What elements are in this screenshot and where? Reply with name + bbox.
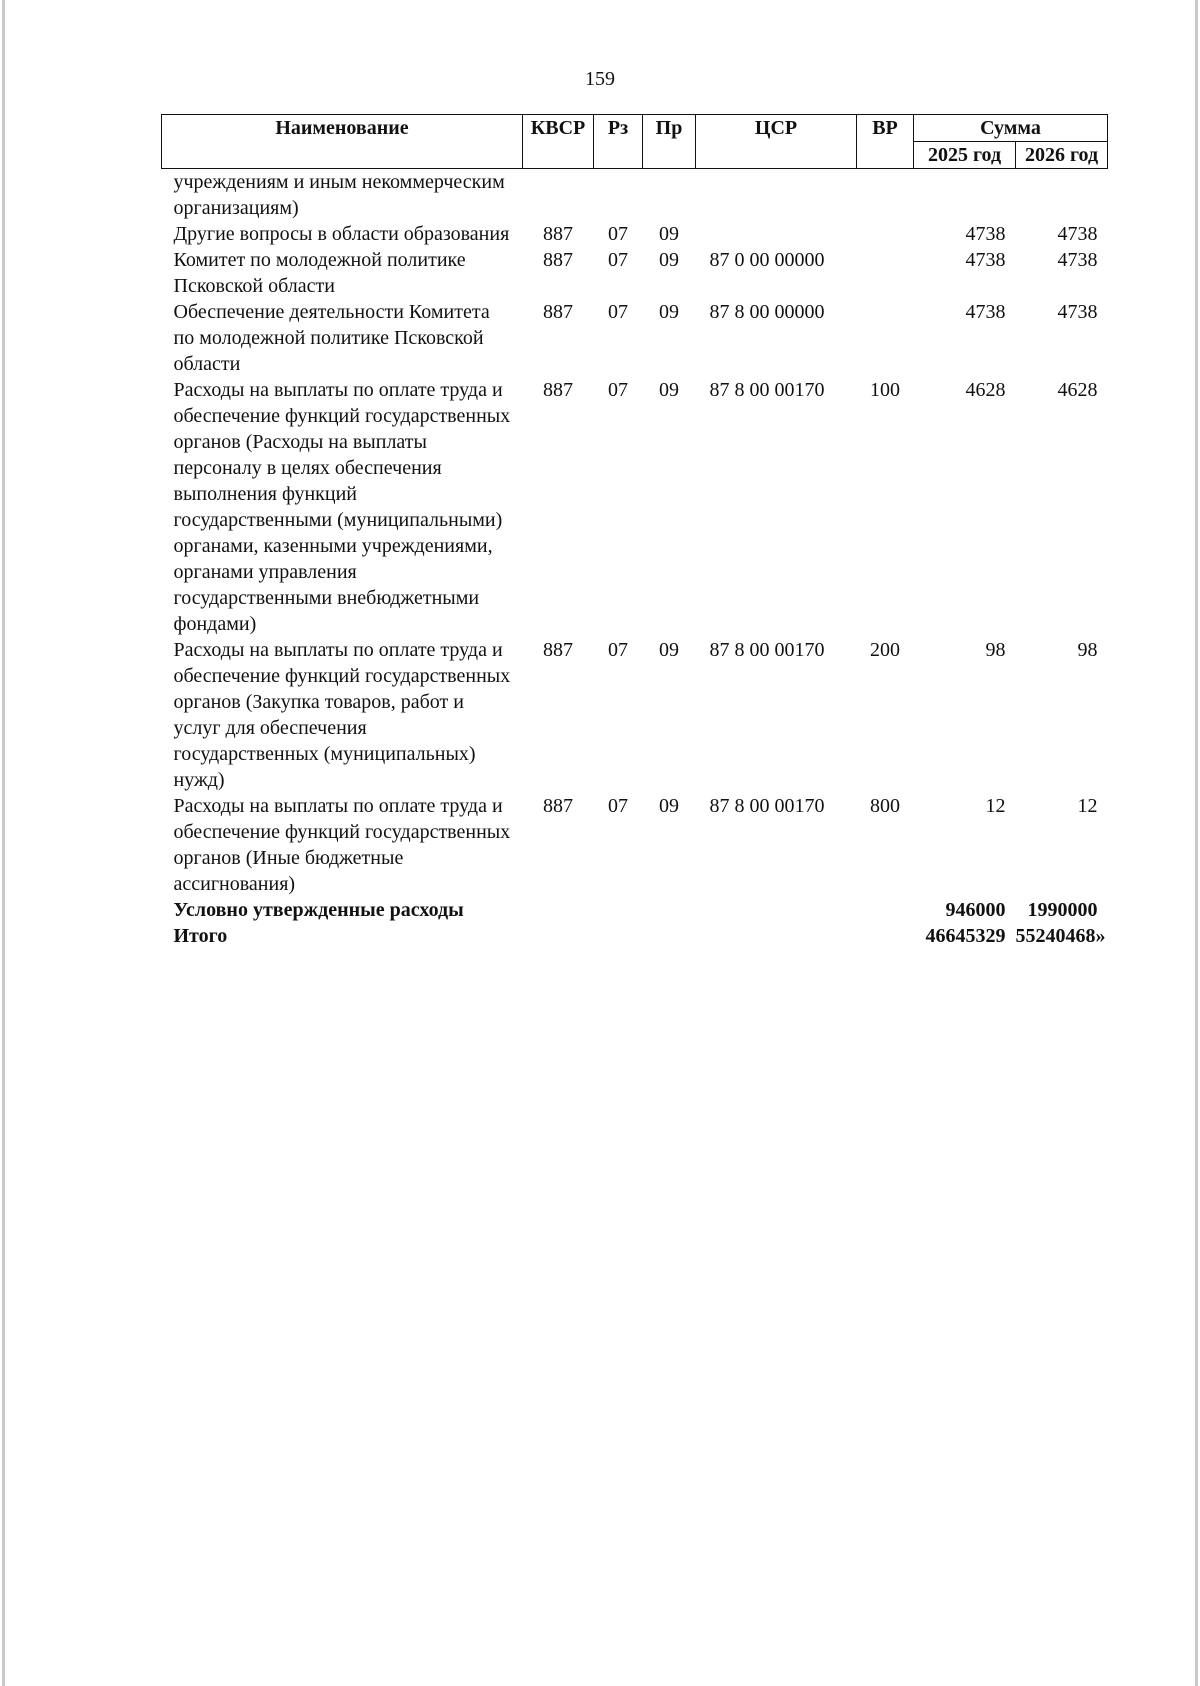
table-row [162, 923, 1108, 949]
header-vr: ВР [857, 115, 914, 169]
row-csr [696, 221, 857, 247]
row-name: Итого [173, 925, 228, 947]
row-vr [857, 897, 914, 923]
table-row [162, 637, 1108, 793]
row-name: Другие вопросы в области образования [173, 223, 510, 245]
row-pr: 09 [659, 301, 679, 323]
table-header [162, 115, 1108, 169]
row-rz [594, 897, 643, 923]
row-rz: 07 [608, 249, 628, 271]
row-sum-2026: 12 [1077, 795, 1098, 817]
row-sum-2025: 98 [985, 639, 1006, 661]
row-csr: 87 8 00 00170 [709, 379, 825, 401]
row-kvsr [523, 897, 594, 923]
row-csr [696, 169, 857, 222]
row-csr: 87 8 00 00170 [709, 639, 825, 661]
row-rz: 07 [608, 639, 628, 661]
row-kvsr [523, 169, 594, 222]
row-kvsr: 887 [543, 223, 573, 245]
row-pr: 09 [659, 223, 679, 245]
table-row [162, 793, 1108, 897]
scan-edge-left [2, 0, 5, 1686]
row-vr: 800 [870, 795, 900, 817]
row-name: Расходы на выплаты по оплате труда и обеспечение функций государственных органов (Закупка товаров, работ и услуг для обеспечения государственных (муниципальных) нужд) [173, 639, 511, 791]
row-rz: 07 [608, 301, 628, 323]
row-kvsr: 887 [543, 249, 573, 271]
row-rz [594, 169, 643, 222]
row-csr: 87 8 00 00000 [709, 301, 825, 323]
row-pr [643, 923, 696, 949]
row-pr [643, 897, 696, 923]
header-rz: Рз [594, 115, 643, 169]
row-sum-2026: 1990000 [1027, 899, 1098, 921]
row-sum-2025: 4628 [965, 379, 1006, 401]
row-kvsr: 887 [543, 639, 573, 661]
row-sum-2025: 4738 [965, 223, 1006, 245]
row-rz [594, 923, 643, 949]
table-row [162, 247, 1108, 299]
row-vr [857, 221, 914, 247]
header-sum: Сумма [914, 115, 1108, 142]
table-row [162, 221, 1108, 247]
header-year-2025: 2025 год [914, 142, 1016, 169]
row-sum-2025: 12 [985, 795, 1006, 817]
header-name: Наименование [162, 115, 523, 169]
row-rz: 07 [608, 223, 628, 245]
row-rz: 07 [608, 379, 628, 401]
row-sum-2026: 98 [1077, 639, 1098, 661]
table-body [162, 169, 1108, 950]
row-sum-2025: 946000 [945, 899, 1006, 921]
row-rz: 07 [608, 795, 628, 817]
row-vr [857, 247, 914, 299]
row-pr: 09 [659, 379, 679, 401]
page-number: 159 [585, 68, 615, 90]
row-name: Комитет по молодежной политике Псковской области [173, 249, 466, 297]
row-csr [696, 897, 857, 923]
row-csr: 87 8 00 00170 [709, 795, 825, 817]
row-kvsr [523, 923, 594, 949]
header-kvsr: КВСР [523, 115, 594, 169]
row-sum-2026: 55240468» [1015, 925, 1106, 947]
row-sum-2025: 46645329 [925, 925, 1006, 947]
row-sum-2026: 4738 [1057, 301, 1098, 323]
row-pr [643, 169, 696, 222]
row-kvsr: 887 [543, 795, 573, 817]
row-pr: 09 [659, 795, 679, 817]
row-name: Расходы на выплаты по оплате труда и обеспечение функций государственных органов (Расходы на выплаты персоналу в целях обеспечения выполнения функций государственными (муниципальными) органами, казенными учреждениями, органами управления государственными внебюджетными фондами) [173, 379, 511, 635]
row-name: учреждениям и иным некоммерческим организациям) [173, 171, 505, 219]
row-kvsr: 887 [543, 379, 573, 401]
row-sum-2026: 4628 [1057, 379, 1098, 401]
row-name: Условно утвержденные расходы [173, 899, 464, 921]
row-vr [857, 169, 914, 222]
row-sum-2026: 4738 [1057, 223, 1098, 245]
row-kvsr: 887 [543, 301, 573, 323]
row-sum-2025: 4738 [965, 301, 1006, 323]
header-year-2026: 2026 год [1016, 142, 1108, 169]
row-sum-2025 [914, 169, 1016, 222]
header-csr: ЦСР [696, 115, 857, 169]
row-pr: 09 [659, 249, 679, 271]
row-vr [857, 923, 914, 949]
row-vr: 100 [870, 379, 900, 401]
scan-edge-right [1195, 0, 1198, 1686]
table-row [162, 897, 1108, 923]
table-row [162, 169, 1108, 222]
row-sum-2026: 4738 [1057, 249, 1098, 271]
row-sum-2025: 4738 [965, 249, 1006, 271]
row-vr: 200 [870, 639, 900, 661]
table-row [162, 377, 1108, 637]
row-name: Расходы на выплаты по оплате труда и обеспечение функций государственных органов (Иные бюджетные ассигнования) [173, 795, 511, 895]
row-name: Обеспечение деятельности Комитета по молодежной политике Псковской области [173, 301, 490, 375]
row-pr: 09 [659, 639, 679, 661]
row-csr [696, 923, 857, 949]
header-pr: Пр [643, 115, 696, 169]
row-vr [857, 299, 914, 377]
row-sum-2026 [1016, 169, 1108, 222]
budget-table [161, 114, 1108, 949]
row-csr: 87 0 00 00000 [709, 249, 825, 271]
table-row [162, 299, 1108, 377]
